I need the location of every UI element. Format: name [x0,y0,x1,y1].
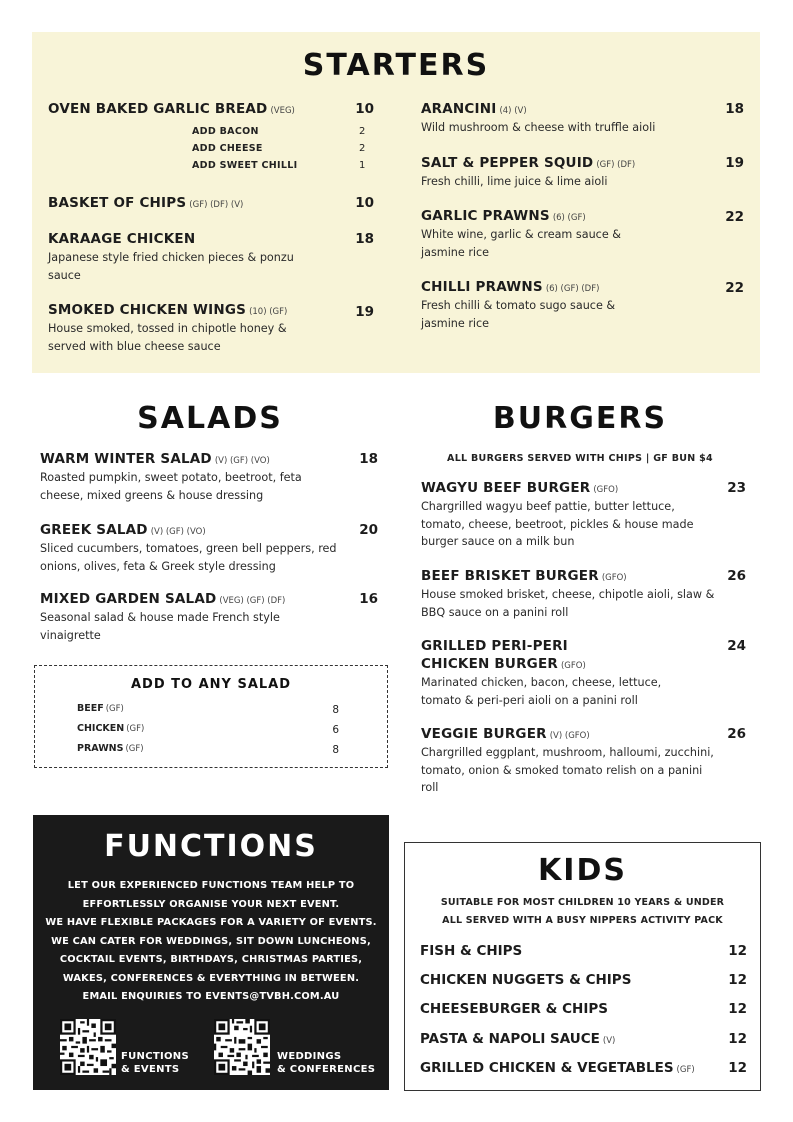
dietary-tags: (4) (V) [499,106,527,116]
functions-line: WE HAVE FLEXIBLE PACKAGES FOR A VARIETY OF EVENTS. [45,917,377,928]
item-name: KARAAGE CHICKEN [48,231,196,247]
dietary-tags: (VEG) [270,106,295,116]
addon-label: ADD CHEESE [192,143,263,154]
menu-item [40,522,340,575]
addon-price: 2 [359,143,366,154]
menu-item [421,155,711,191]
starters-section [32,32,760,373]
item-price: 12 [728,1031,747,1047]
item-price: 19 [355,304,374,320]
functions-section [33,815,389,1090]
item-price: 12 [728,1001,747,1017]
kids-note-line: SUITABLE FOR MOST CHILDREN 10 YEARS & UNDER [440,897,725,908]
addon-label: PRAWNS [77,743,124,754]
item-description: White wine, garlic & cream sauce & jasmine rice [421,228,621,259]
item-description: Roasted pumpkin, sweet potato, beetroot, feta cheese, mixed greens & house dressing [40,471,302,502]
item-name: SMOKED CHICKEN WINGS [48,302,247,318]
dietary-tags: (GF) [126,724,145,734]
item-name-line-2: CHICKEN BURGER [421,656,558,672]
item-price: 26 [727,568,746,584]
dietary-tags: (V) [602,1036,616,1046]
functions-line: LET OUR EXPERIENCED FUNCTIONS TEAM HELP TO [67,880,355,891]
item-name: GRILLED PERI-PERI [421,638,568,654]
item-name: ARANCINI [421,101,497,117]
item-price: 23 [727,480,746,496]
item-description: Chargrilled eggplant, mushroom, halloumi, zucchini, tomato, onion & smoked tomato relish on a panini roll [421,746,714,794]
item-name: CHEESEBURGER & CHIPS [420,1001,608,1017]
menu-item [421,726,716,797]
item-name: MIXED GARDEN SALAD [40,591,217,607]
item-price: 12 [728,1060,747,1076]
item-price: 22 [725,280,744,296]
item-name: GREEK SALAD [40,522,148,538]
addon-label: BEEF [77,703,104,714]
item-name: BASKET OF CHIPS [48,195,187,211]
item-description: House smoked, tossed in chipotle honey & served with blue cheese sauce [48,322,287,353]
item-description: House smoked brisket, cheese, chipotle aioli, slaw & BBQ sauce on a panini roll [421,588,715,619]
kids-item [420,1060,747,1076]
qr-label-line: & CONFERENCES [277,1064,376,1075]
menu-item [421,638,701,709]
menu-item [48,195,348,211]
dietary-tags: (6) (GF) [552,213,586,223]
item-description: Japanese style fried chicken pieces & ponzu sauce [48,251,294,282]
menu-item [40,591,310,644]
dietary-tags: (GFO) [560,661,586,671]
menu-item [421,279,636,332]
addon-label: CHICKEN [77,723,125,734]
addon-price: 2 [359,126,366,137]
dietary-tags: (GF) (DF) [596,160,636,170]
item-price: 12 [728,943,747,959]
burgers-heading: BURGERS [492,401,668,436]
dietary-tags: (6) (GF) (DF) [545,284,600,294]
item-price: 10 [355,195,374,211]
item-description: Fresh chilli, lime juice & lime aioli [421,175,608,188]
qr-label-line: WEDDINGS [277,1051,342,1062]
dietary-tags: (GF) [676,1065,695,1075]
menu-item [48,101,348,117]
starters-heading: STARTERS [302,48,490,83]
item-name: SALT & PEPPER SQUID [421,155,594,171]
functions-description [33,877,389,1007]
kids-item [420,1031,747,1047]
qr-label-line: & EVENTS [121,1064,180,1075]
item-price: 18 [355,231,374,247]
menu-item [48,302,328,355]
item-description: Chargrilled wagyu beef pattie, butter lettuce, tomato, cheese, beetroot, pickles & house made burger sauce on a milk bun [421,500,694,548]
salad-addons-box [34,665,388,768]
menu-item [421,208,641,261]
salad-addon-row [77,723,339,734]
item-price: 22 [725,209,744,225]
dietary-tags: (VEG) (GF) (DF) [219,596,286,606]
item-price: 20 [359,522,378,538]
item-name: CHICKEN NUGGETS & CHIPS [420,972,632,988]
item-name: GARLIC PRAWNS [421,208,550,224]
addon-price: 1 [359,160,366,171]
kids-item [420,1001,747,1017]
kids-section [404,842,761,1091]
item-price: 24 [727,638,746,654]
dietary-tags: (10) (GF) [249,307,288,317]
item-price: 18 [359,451,378,467]
dietary-tags: (V) (GFO) [549,731,590,741]
item-description: Marinated chicken, bacon, cheese, lettuce, tomato & peri-peri aioli on a panini roll [421,676,662,707]
functions-line: COCKTAIL EVENTS, BIRTHDAYS, CHRISTMAS PARTIES, [59,954,363,965]
dietary-tags: (V) (GF) (VO) [214,456,270,466]
burgers-note: ALL BURGERS SERVED WITH CHIPS | GF BUN $4 [447,453,713,464]
item-name: VEGGIE BURGER [421,726,547,742]
dietary-tags: (GF) (DF) (V) [189,200,244,210]
kids-item [420,943,747,959]
item-name: PASTA & NAPOLI SAUCE [420,1031,600,1047]
kids-note [405,894,760,929]
item-price: 26 [727,726,746,742]
salad-addon-row [77,743,339,754]
salad-addon-row [77,703,339,714]
menu-item [40,451,340,504]
functions-heading: FUNCTIONS [104,829,318,864]
addon-price: 6 [332,724,339,736]
menu-item [48,231,298,284]
item-description: Sliced cucumbers, tomatoes, green bell peppers, red onions, olives, feta & Greek style dressing [40,542,337,573]
addon-price: 8 [332,744,339,756]
item-description: Seasonal salad & house made French style vinaigrette [40,611,280,642]
item-name: OVEN BAKED GARLIC BREAD [48,101,268,117]
qr-label-line: FUNCTIONS [121,1051,189,1062]
item-price: 18 [725,101,744,117]
dietary-tags: (GFO) [593,485,619,495]
menu-item [421,101,711,137]
item-name: FISH & CHIPS [420,943,523,959]
functions-email-line: EMAIL ENQUIRIES TO EVENTS@TVBH.COM.AU [82,991,340,1002]
item-price: 16 [359,591,378,607]
dietary-tags: (GF) [125,744,144,754]
addon-label: ADD SWEET CHILLI [192,160,298,171]
kids-item [420,972,747,988]
salads-heading: SALADS [137,401,283,436]
qr-label-weddings [277,1050,375,1076]
kids-heading: KIDS [538,853,627,888]
addon-price: 8 [332,704,339,716]
functions-line: WE CAN CATER FOR WEDDINGS, SIT DOWN LUNCHEONS, [51,935,371,947]
item-name: CHILLI PRAWNS [421,279,543,295]
dietary-tags: (GF) [105,704,124,714]
addon-label: ADD BACON [192,126,259,137]
functions-line: WAKES, CONFERENCES & EVERYTHING IN BETWEEN. [62,972,360,984]
dietary-tags: (GFO) [601,573,627,583]
item-price: 19 [725,155,744,171]
functions-line: EFFORTLESSLY ORGANISE YOUR NEXT EVENT. [82,898,340,910]
menu-item [421,568,721,621]
item-description: Wild mushroom & cheese with truffle aioli [421,121,656,134]
item-price: 10 [355,101,374,117]
menu-item [421,480,716,551]
qr-label-functions [121,1050,189,1076]
dietary-tags: (V) (GF) (VO) [150,527,206,537]
kids-note-line: ALL SERVED WITH A BUSY NIPPERS ACTIVITY PACK [442,914,723,926]
item-price: 12 [728,972,747,988]
item-name: GRILLED CHICKEN & VEGETABLES [420,1060,674,1076]
item-name: BEEF BRISKET BURGER [421,568,599,584]
item-name: WAGYU BEEF BURGER [421,480,591,496]
item-name: WARM WINTER SALAD [40,451,212,467]
salad-addons-heading: ADD TO ANY SALAD [130,677,292,692]
functions-qr-code[interactable] [60,1019,116,1075]
item-description: Fresh chilli & tomato sugo sauce & jasmine rice [421,299,616,330]
weddings-qr-code[interactable] [214,1019,270,1075]
